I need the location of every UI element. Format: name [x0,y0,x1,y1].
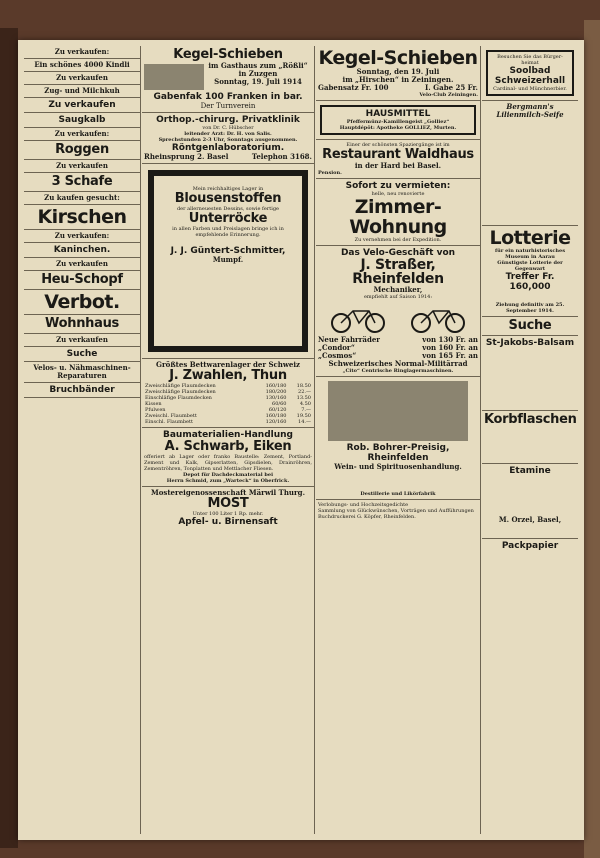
price-table [144,383,312,425]
ad-lotterie: Lotterie für ein naturhistorisches Museum in Aarau Günstigste Lotterie der Gegenwart Treffer Fr. 160,000 Ziehung definitiv am 25. September 1914. [482,226,578,317]
ad-lilienmilch: Bergmann's Lilienmilch-Seife [482,101,578,226]
classified-ad: Zug- und Milchkuh [24,85,140,98]
classified-ad: Bruchbänder [24,383,140,398]
classified-ad: Zu verkaufen [24,72,140,85]
list-item: Verlobungs- und Hochzeitsgedichte [318,502,409,508]
ad-bohrer-preisig: Rob. Bohrer-Preisig, Rheinfelden Wein- und Spirituosenhandlung. Destillerie und Likörfabrik [316,377,480,500]
table-row: Einschläfige Flaumdecken 130/160 13.50 [145,395,311,401]
classified-ad: Roggen [24,141,140,160]
ad-blousenstoffe: Mein reichhaltiges Lager in Blousenstoffen der allerneuesten Dessins, sowie fertige Unterröcke in allen Farben und Preislagen bringe ich in empfehlende Erinnerung. J. J. Güntert-Schmitter, Mumpf. [142,164,314,359]
ad-bettwaren: Größtes Bettwarenlager der Schweiz J. Zwahlen, Thun Zweischläfige Flaumdecken 160/180 18.50 Zweischläfige Flaumdecken 180/200 22.— Einschläfige Flaumdecken 130/160 13.50 Kissen 60/60 4.50 Pfulwen 60/120 7.— Zweischl. Flaumbett 160/180 19.50 Einschl. Flaumbett 120/160 14.— [142,359,314,428]
table-row: Zweischläfige Flaumdecken 180/200 22.— [145,389,311,395]
classified-ad: Verbot. [24,290,140,315]
ad-jakobsbalsam: St-Jakobs-Balsam [482,336,578,411]
classified-ad: Velos- u. Nähmaschinen-Reparaturen [24,362,140,383]
list-item: Neue Fahrräder von 130 Fr. an [318,335,478,344]
page-edge [584,20,600,858]
list-item: Buchdruckerei G. Köpfer, Rheinfelden. [318,514,416,520]
list-item: Sammlung von Glückwünschen, Vorträgen und Aufführungen [318,508,474,514]
ad-druckerei [316,500,480,522]
ad-suche: Suche [482,317,578,336]
column-two [142,46,315,834]
classified-ad: Kaninchen. [24,243,140,258]
classified-ad: Wohnhaus [24,315,140,334]
ad-wohnung: Sofort zu vermieten: helle, neu renovierte Zimmer-Wohnung Zu vernehmen bei der Expedition. [316,179,480,246]
table-row: Zweischl. Flaumbett 160/180 19.50 [145,413,311,419]
ad-etamine: Etamine M. Orzel, Basel, [482,464,578,539]
ad-kegel-zeiningen: Kegel-Schieben Sonntag, den 19. Juli im „Hirschen“ in Zeiningen. Gabensatz Fr. 100 I. Gabe 25 Fr. Velo-Club Zeiningen. [316,46,480,101]
bicycle-icon [327,303,389,333]
list-item: „Cosmos“ von 165 Fr. an [318,351,478,360]
ad-waldhaus: Einer der schönsten Spaziergänge ist im Restaurant Waldhaus in der Hard bei Basel. Pension. [316,140,480,179]
wine-cellar-illustration [328,381,468,441]
bicycle-price-list [318,336,478,360]
classified-ad: Kirschen [24,205,140,230]
classified-ad: Zu verkaufen [24,334,140,347]
table-row: Pfulwen 60/120 7.— [145,407,311,413]
ad-title: Kegel-Schieben [173,47,283,62]
classified-ad: Zu verkaufen: [24,230,140,243]
column-classifieds [24,46,141,834]
table-row: Kissen 60/60 4.50 [145,401,311,407]
classified-ad: Zu kaufen gesucht: [24,192,140,205]
column-four [482,46,578,834]
ad-kegel-zuzgen: Kegel-Schieben im Gasthaus zum „Rößli“ in Zuzgen Sonntag, 19. Juli 1914 Gabenfak 100 Franken in bar. Der Turnverein [142,46,314,113]
ad-most: Mostereigenossenschaft Märwil Thurg. MOST Unter 100 Liter 1 Rp. mehr. Apfel- u. Birnensaft [150,488,306,527]
list-item: „Condor“ von 160 Fr. an [318,343,478,352]
table-row: Einschl. Flaumbett 120/160 14.— [145,419,311,425]
ad-velo-strasser: Das Velo-Geschäft von J. Straßer, Rheinfelden Mechaniker, empfiehlt auf Saison 1914: Neue Fahrräder von 130 Fr. an „Condor“ von 160 Fr. an „Cosmos“ von 165 Fr. an Schweizerisches Normal-Militärrad „Cito“ Centrische Ringlagermaschinen. [316,246,480,377]
bicycle-icon [407,303,469,333]
ad-korbflaschen: Korbflaschen [482,411,578,464]
classified-ad: Saugkalb [24,113,140,128]
newspaper-page [18,40,584,840]
ad-hausmittel: HAUSMITTEL Pfeffermünz-Kamillengeist „Golliez“ Hauptdépôt: Apotheke GOLLIEZ, Murten. [316,101,480,140]
ad-packpapier: Packpapier [501,541,559,551]
classified-ad: Zu verkaufen [24,98,140,113]
book-binding [0,28,18,848]
table-row: Zweischläfige Flaumdecken 160/180 18.50 [145,383,311,389]
classified-ad: Ein schönes 4000 Kindli [24,59,140,72]
classified-ad: Zu verkaufen: [24,128,140,141]
classified-ad: 3 Schafe [24,173,140,192]
classified-ad: Zu verkaufen [24,258,140,271]
ad-baumaterialien: Baumaterialien-Handlung A. Schwarb, Eiken offeriert ab Lager oder franko Baustelle: Zement, Portland-Zement und Kalk, Gipserlatten, Gipsdielen, Drainröhren, Zementröhren, Tonplatten und Mettlacher Fliesen. Depot für Dachdeckmaterial bei Herrn Schmid, zum „Warteck“ in Oberfrick. [142,428,314,487]
column-three [316,46,481,834]
classified-ad: Zu verkaufen: [24,46,140,59]
classified-ad: Suche [24,347,140,362]
ad-soolbad: Besuchen Sie das Bürger-heimat Soolbad Schweizerhall Cardinal- und Münchnerbier. [482,46,578,101]
bowling-illustration [144,64,204,90]
ad-privatklinik: Orthop.-chirurg. Privatklinik von Dr. C. Hübscher leitender Arzt: Dr. H. von Salis. Sprechstunden 2-3 Uhr, Sonntags ausgenommen. Röntgenlaboratorium. Rheinsprung 2. Basel Telephon 3168. [142,113,314,164]
classified-ad: Zu verkaufen [24,160,140,173]
classified-ad: Heu-Schopf [24,271,140,290]
